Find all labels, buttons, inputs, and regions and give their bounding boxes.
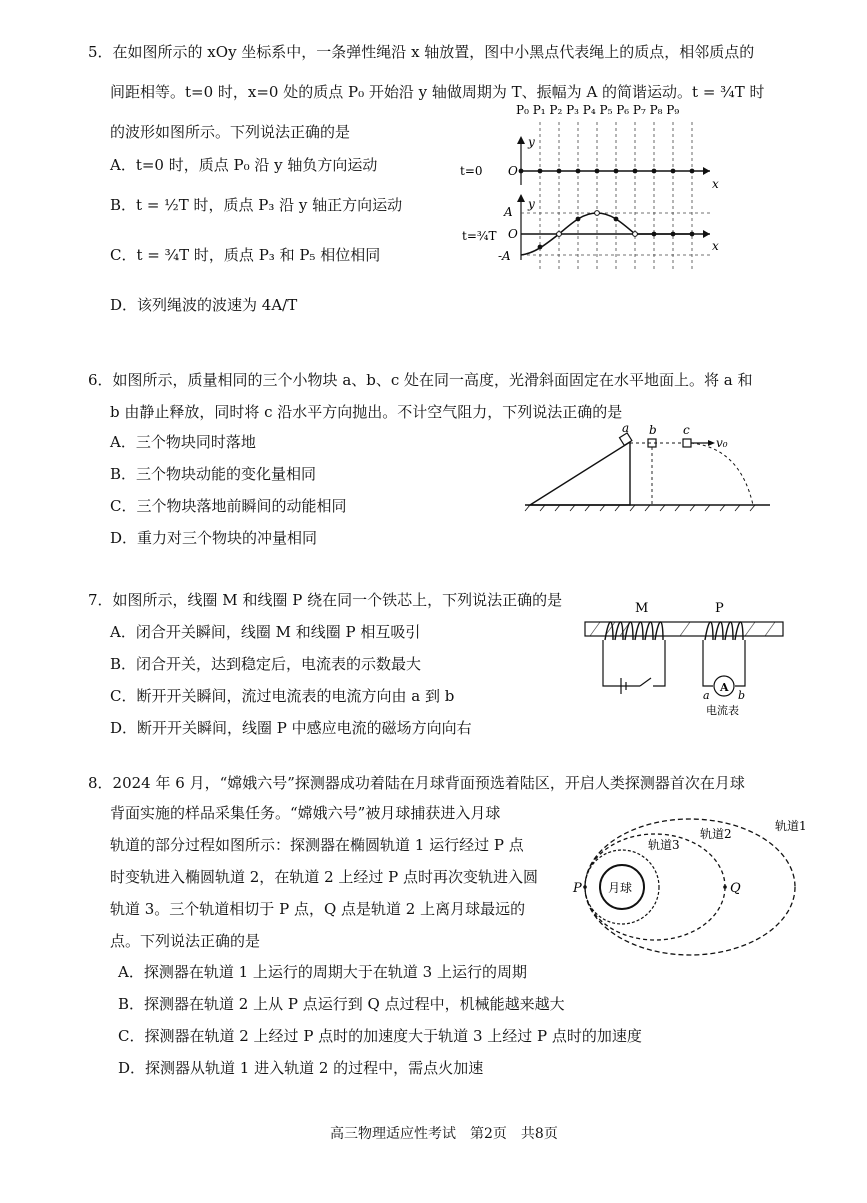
q5-option-b: B．t = ½T 时，质点 P₃ 沿 y 轴正方向运动 bbox=[110, 196, 403, 214]
q7-terminal-a: a bbox=[703, 689, 710, 702]
q6-incline-figure bbox=[525, 420, 775, 520]
q8-stem-line5: 轨道 3。三个轨道相切于 P 点，Q 点是轨道 2 上离月球最远的 bbox=[110, 900, 526, 918]
q5-origin-2: O bbox=[508, 227, 518, 241]
q5-points-label: P₀ P₁ P₂ P₃ P₄ P₅ P₆ P₇ P₈ P₉ bbox=[516, 103, 680, 117]
q8-point-q-label: Q bbox=[730, 881, 741, 896]
q5-stem-line1: 5．在如图所示的 xOy 坐标系中，一条弹性绳沿 x 轴放置，图中小黑点代表绳上的质点，相邻质点的 bbox=[88, 43, 755, 61]
q8-orbit2-label: 轨道2 bbox=[700, 827, 732, 841]
q8-stem-line4: 时变轨进入椭圆轨道 2，在轨道 2 上经过 P 点时再次变轨进入圆 bbox=[110, 868, 539, 886]
q6-option-b: B．三个物块动能的变化量相同 bbox=[110, 465, 317, 483]
q5-origin-1: O bbox=[508, 164, 518, 178]
q5-option-c: C．t = ¾T 时，质点 P₃ 和 P₅ 相位相同 bbox=[110, 246, 381, 264]
q5-y-axis-2: y bbox=[528, 197, 535, 211]
q5-x-axis-2: x bbox=[712, 239, 719, 253]
q6-option-c: C．三个物块落地前瞬间的动能相同 bbox=[110, 497, 347, 515]
svg-text:A: A bbox=[720, 681, 729, 694]
q6-stem-line2: b 由静止释放，同时将 c 沿水平方向抛出。不计空气阻力，下列说法正确的是 bbox=[110, 403, 623, 421]
q7-coil-p-label: P bbox=[715, 601, 724, 616]
q6-block-c-label: c bbox=[683, 423, 690, 437]
q7-stem-line1: 7．如图所示，线圈 M 和线圈 P 绕在同一个铁芯上，下列说法正确的是 bbox=[88, 591, 563, 609]
q8-moon-label: 月球 bbox=[608, 881, 633, 895]
q7-option-b: B．闭合开关，达到稳定后，电流表的示数最大 bbox=[110, 655, 422, 673]
q8-option-c: C．探测器在轨道 2 上经过 P 点时的加速度大于轨道 3 上经过 P 点时的加速度 bbox=[118, 1027, 642, 1045]
q5-x-axis-1: x bbox=[712, 177, 719, 191]
q7-ammeter-label: 电流表 bbox=[706, 704, 739, 717]
q8-point-p-label: P bbox=[573, 881, 582, 896]
q8-option-d: D．探测器从轨道 1 进入轨道 2 的过程中，需点火加速 bbox=[118, 1059, 484, 1077]
q8-option-a: A．探测器在轨道 1 上运行的周期大于在轨道 3 上运行的周期 bbox=[118, 963, 527, 981]
q6-option-a: A．三个物块同时落地 bbox=[110, 433, 256, 451]
q8-orbit3-label: 轨道3 bbox=[648, 838, 680, 852]
q8-orbit-figure bbox=[570, 812, 807, 962]
q6-stem-line1: 6．如图所示，质量相同的三个小物块 a、b、c 处在同一高度，光滑斜面固定在水平地面上。将 a 和 bbox=[88, 371, 753, 389]
page-footer: 高三物理适应性考试 第2页 共8页 bbox=[330, 1126, 558, 1142]
q6-block-b-label: b bbox=[649, 423, 657, 437]
q5-t34-label: t=¾T bbox=[462, 229, 497, 243]
q5-stem-line2: 间距相等。t=0 时，x=0 处的质点 P₀ 开始沿 y 轴做周期为 T、振幅为 A 的简谐运动。t = ¾T 时 bbox=[110, 83, 765, 101]
q7-option-a: A．闭合开关瞬间，线圈 M 和线圈 P 相互吸引 bbox=[110, 623, 421, 641]
q8-stem-line1: 8．2024 年 6 月，“嫦娥六号”探测器成功着陆在月球背面预选着陆区，开启人类探测器首次在月球 bbox=[88, 774, 745, 792]
q5-y-axis-1: y bbox=[528, 135, 535, 149]
q6-option-d: D．重力对三个物块的冲量相同 bbox=[110, 529, 318, 547]
q5-wave-figure bbox=[460, 100, 730, 280]
q6-v0-label: v₀ bbox=[716, 436, 728, 450]
q5-option-a: A．t=0 时，质点 P₀ 沿 y 轴负方向运动 bbox=[110, 156, 378, 174]
q7-coil-m-label: M bbox=[635, 601, 649, 616]
q7-option-c: C．断开开关瞬间，流过电流表的电流方向由 a 到 b bbox=[110, 687, 455, 705]
q5-amp-pos: A bbox=[504, 205, 513, 219]
q6-block-a-label: a bbox=[622, 421, 630, 435]
q8-option-b: B．探测器在轨道 2 上从 P 点运行到 Q 点过程中，机械能越来越大 bbox=[118, 995, 565, 1013]
q5-amp-neg: -A bbox=[498, 249, 511, 263]
q7-terminal-b: b bbox=[738, 689, 746, 702]
q5-t0-label: t=0 bbox=[460, 164, 483, 178]
q5-option-d: D．该列绳波的波速为 4A/T bbox=[110, 296, 298, 314]
q7-option-d: D．断开开关瞬间，线圈 P 中感应电流的磁场方向向右 bbox=[110, 719, 472, 737]
q5-stem-line3: 的波形如图所示。下列说法正确的是 bbox=[110, 123, 351, 141]
q8-stem-line2: 背面实施的样品采集任务。“嫦娥六号”被月球捕获进入月球 bbox=[110, 804, 501, 822]
q8-stem-line3: 轨道的部分过程如图所示：探测器在椭圆轨道 1 运行经过 P 点 bbox=[110, 836, 524, 854]
q7-coil-figure bbox=[585, 600, 785, 720]
q8-orbit1-label: 轨道1 bbox=[775, 819, 807, 833]
q8-stem-line6: 点。下列说法正确的是 bbox=[110, 932, 261, 950]
